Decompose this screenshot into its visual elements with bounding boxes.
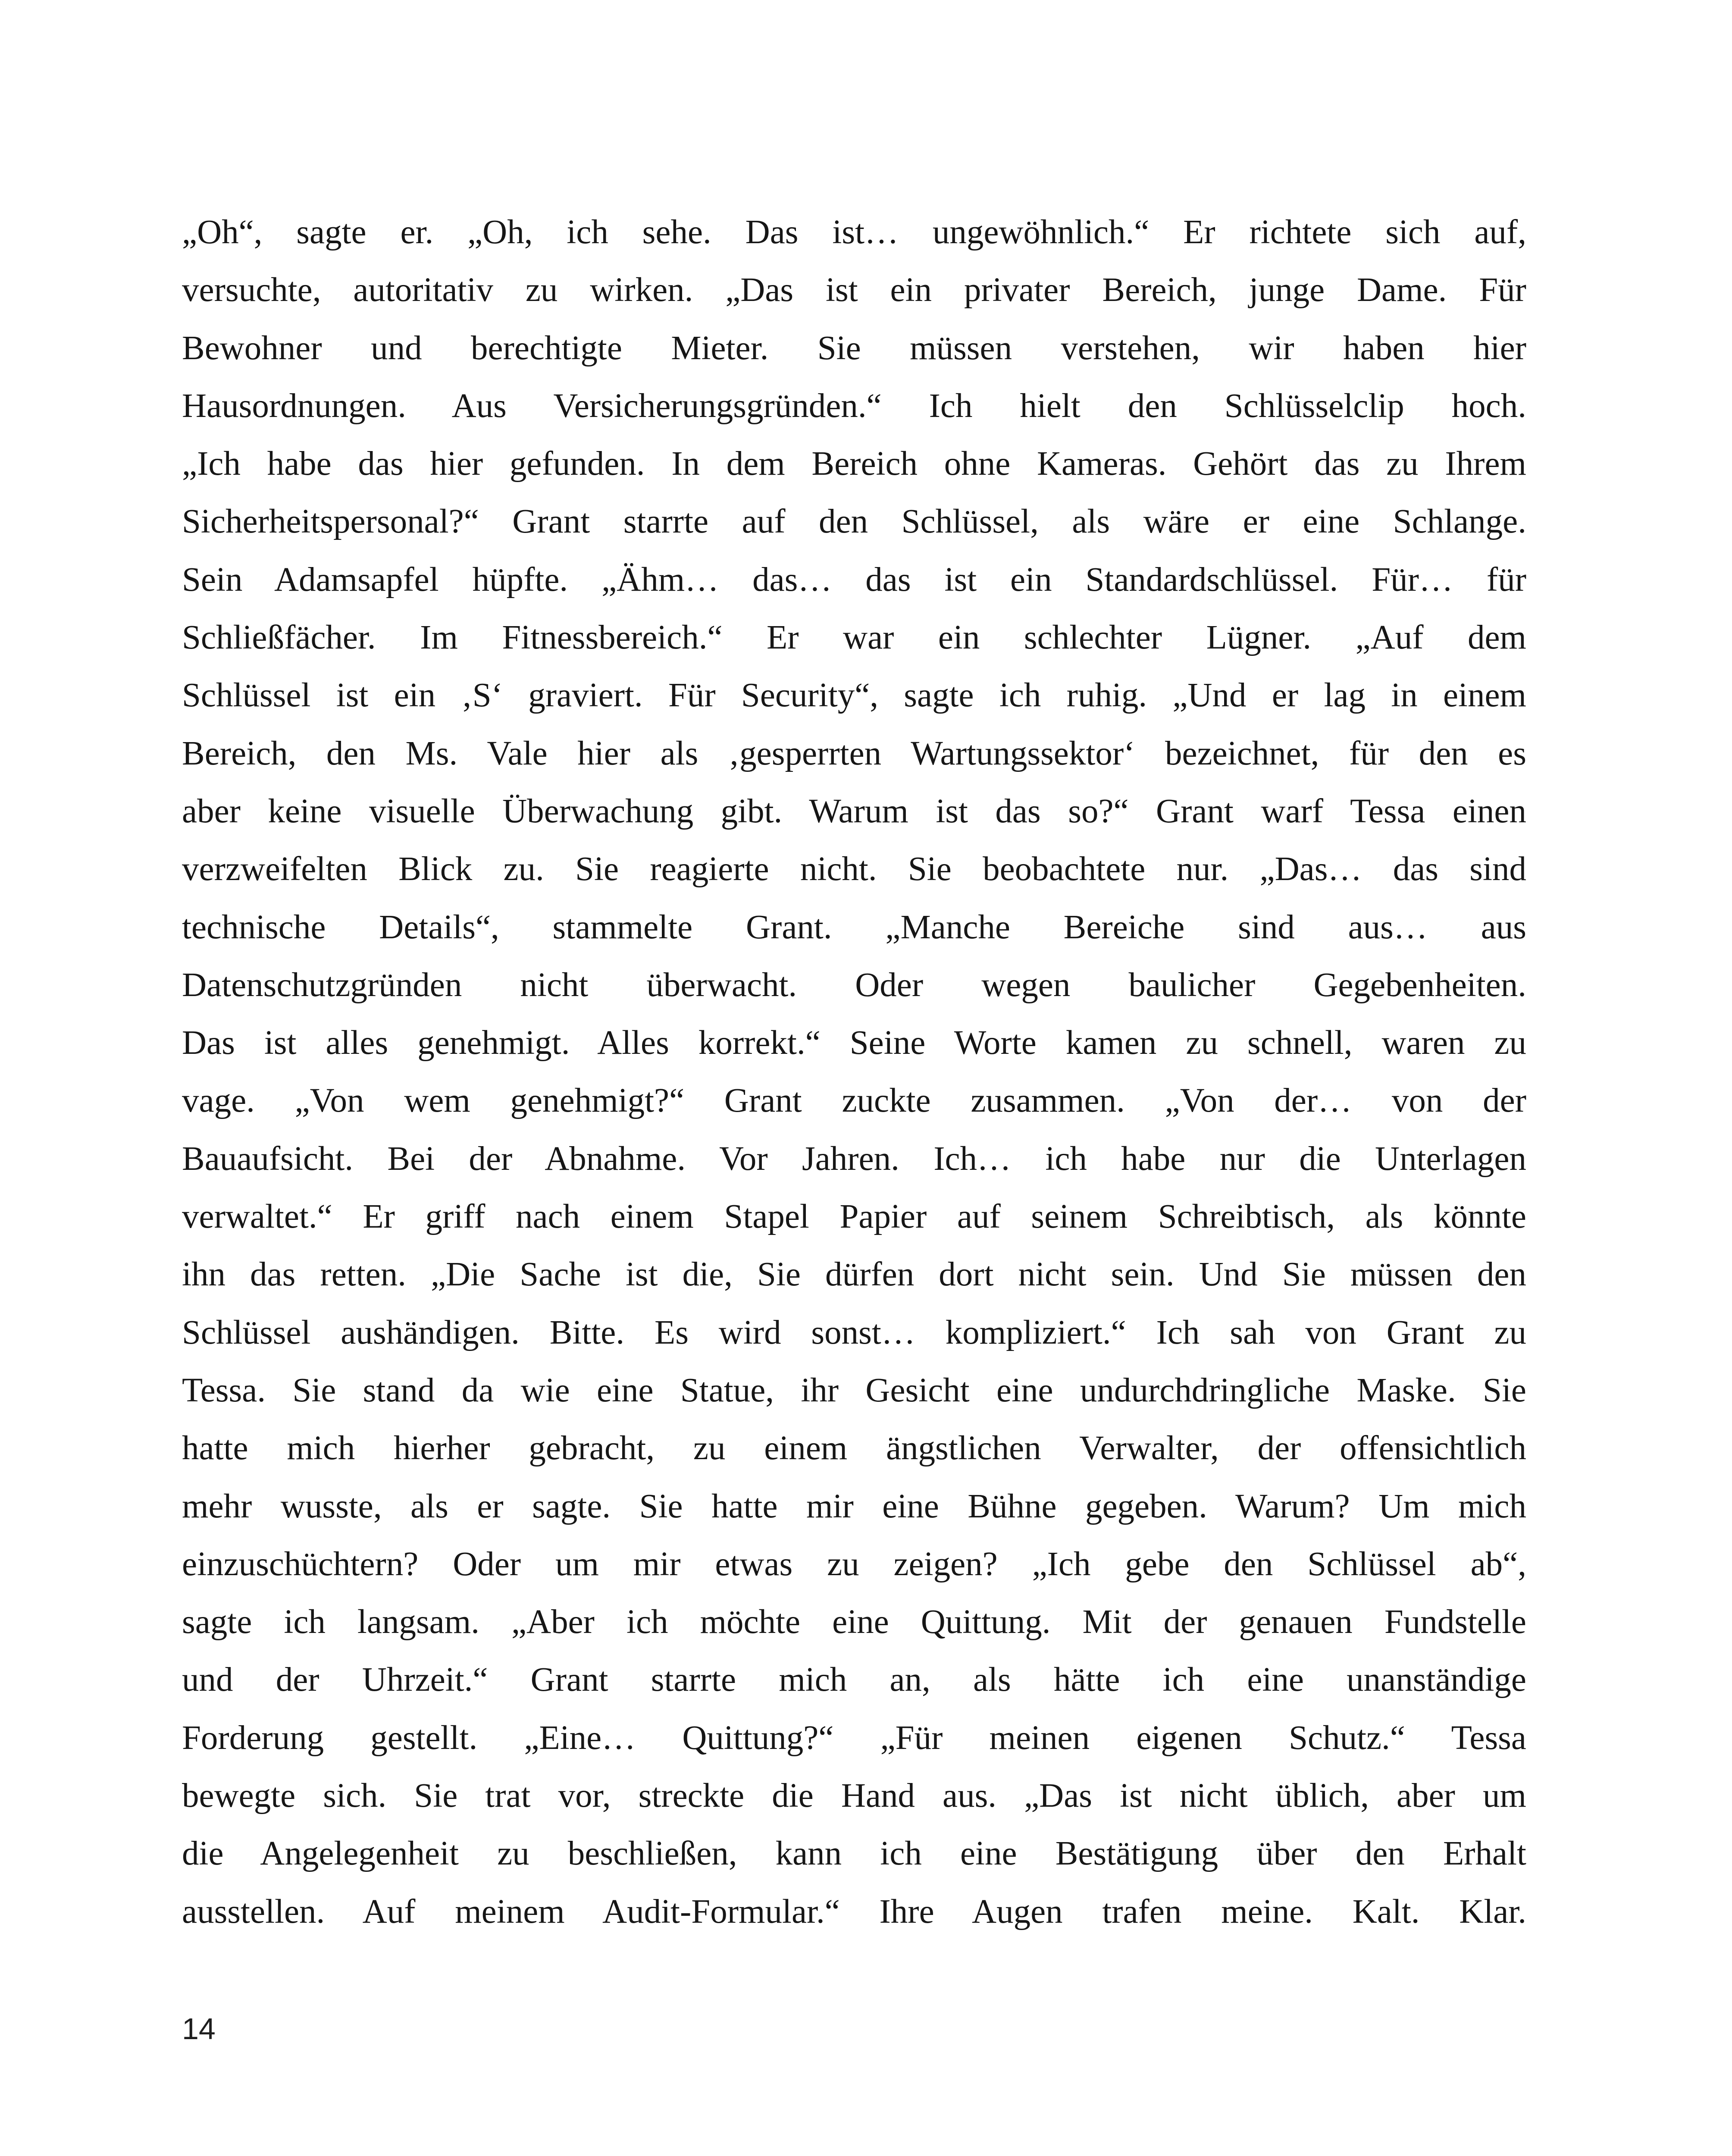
text-line: bewegte sich. Sie trat vor, streckte die Hand aus. „Das ist nicht üblich, aber um <box>182 1777 1526 1815</box>
text-line: technische Details“, stammelte Grant. „Manche Bereiche sind aus… aus <box>182 908 1526 946</box>
text-line: Sein Adamsapfel hüpfte. „Ähm… das… das ist ein Standardschlüssel. Für… für <box>182 561 1526 599</box>
text-line: ihn das retten. „Die Sache ist die, Sie dürfen dort nicht sein. Und Sie müssen den <box>182 1256 1526 1294</box>
text-line: mehr wusste, als er sagte. Sie hatte mir eine Bühne gegeben. Warum? Um mich <box>182 1487 1526 1525</box>
text-line: Bewohner und berechtigte Mieter. Sie müssen verstehen, wir haben hier <box>182 329 1526 367</box>
text-line: hatte mich hierher gebracht, zu einem ängstlichen Verwalter, der offensichtlich <box>182 1429 1526 1467</box>
text-line: Hausordnungen. Aus Versicherungsgründen.“ Ich hielt den Schlüsselclip hoch. <box>182 387 1526 425</box>
text-line: „Oh“, sagte er. „Oh, ich sehe. Das ist… ungewöhnlich.“ Er richtete sich auf, <box>182 213 1526 251</box>
text-line: Datenschutzgründen nicht überwacht. Oder wegen baulicher Gegebenheiten. <box>182 966 1526 1004</box>
text-line: Schließfächer. Im Fitnessbereich.“ Er war ein schlechter Lügner. „Auf dem <box>182 619 1526 657</box>
text-line: verwaltet.“ Er griff nach einem Stapel Papier auf seinem Schreibtisch, als könnte <box>182 1198 1526 1236</box>
text-line: „Ich habe das hier gefunden. In dem Bereich ohne Kameras. Gehört das zu Ihrem <box>182 445 1526 483</box>
text-line: Forderung gestellt. „Eine… Quittung?“ „Für meinen eigenen Schutz.“ Tessa <box>182 1719 1526 1757</box>
text-line: Bauaufsicht. Bei der Abnahme. Vor Jahren. Ich… ich habe nur die Unterlagen <box>182 1140 1526 1178</box>
text-line: vage. „Von wem genehmigt?“ Grant zuckte zusammen. „Von der… von der <box>182 1082 1526 1120</box>
text-line: Sicherheitspersonal?“ Grant starrte auf den Schlüssel, als wäre er eine Schlange. <box>182 503 1526 541</box>
text-line: Schlüssel ist ein ‚S‘ graviert. Für Security“, sagte ich ruhig. „Und er lag in einem <box>182 677 1526 714</box>
text-line: Bereich, den Ms. Vale hier als ‚gesperrten Wartungssektor‘ bezeichnet, für den es <box>182 734 1526 772</box>
text-line: die Angelegenheit zu beschließen, kann ich eine Bestätigung über den Erhalt <box>182 1835 1526 1873</box>
text-line: verzweifelten Blick zu. Sie reagierte nicht. Sie beobachtete nur. „Das… das sind <box>182 850 1526 888</box>
page-number: 14 <box>182 2012 216 2046</box>
text-line: Tessa. Sie stand da wie eine Statue, ihr Gesicht eine undurchdringliche Maske. Sie <box>182 1371 1526 1409</box>
text-line: Schlüssel aushändigen. Bitte. Es wird sonst… kompliziert.“ Ich sah von Grant zu <box>182 1313 1526 1351</box>
text-line: Das ist alles genehmigt. Alles korrekt.“ Seine Worte kamen zu schnell, waren zu <box>182 1024 1526 1062</box>
text-line: sagte ich langsam. „Aber ich möchte eine Quittung. Mit der genauen Fundstelle <box>182 1603 1526 1641</box>
text-line: ausstellen. Auf meinem Audit-Formular.“ Ihre Augen trafen meine. Kalt. Klar. <box>182 1893 1526 1930</box>
text-line: versuchte, autoritativ zu wirken. „Das ist ein privater Bereich, junge Dame. Für <box>182 271 1526 309</box>
text-line: und der Uhrzeit.“ Grant starrte mich an, als hätte ich eine unanständige <box>182 1661 1526 1699</box>
body-paragraph <box>182 204 1526 1941</box>
text-line: einzuschüchtern? Oder um mir etwas zu zeigen? „Ich gebe den Schlüssel ab“, <box>182 1545 1526 1583</box>
text-line: aber keine visuelle Überwachung gibt. Warum ist das so?“ Grant warf Tessa einen <box>182 792 1526 830</box>
